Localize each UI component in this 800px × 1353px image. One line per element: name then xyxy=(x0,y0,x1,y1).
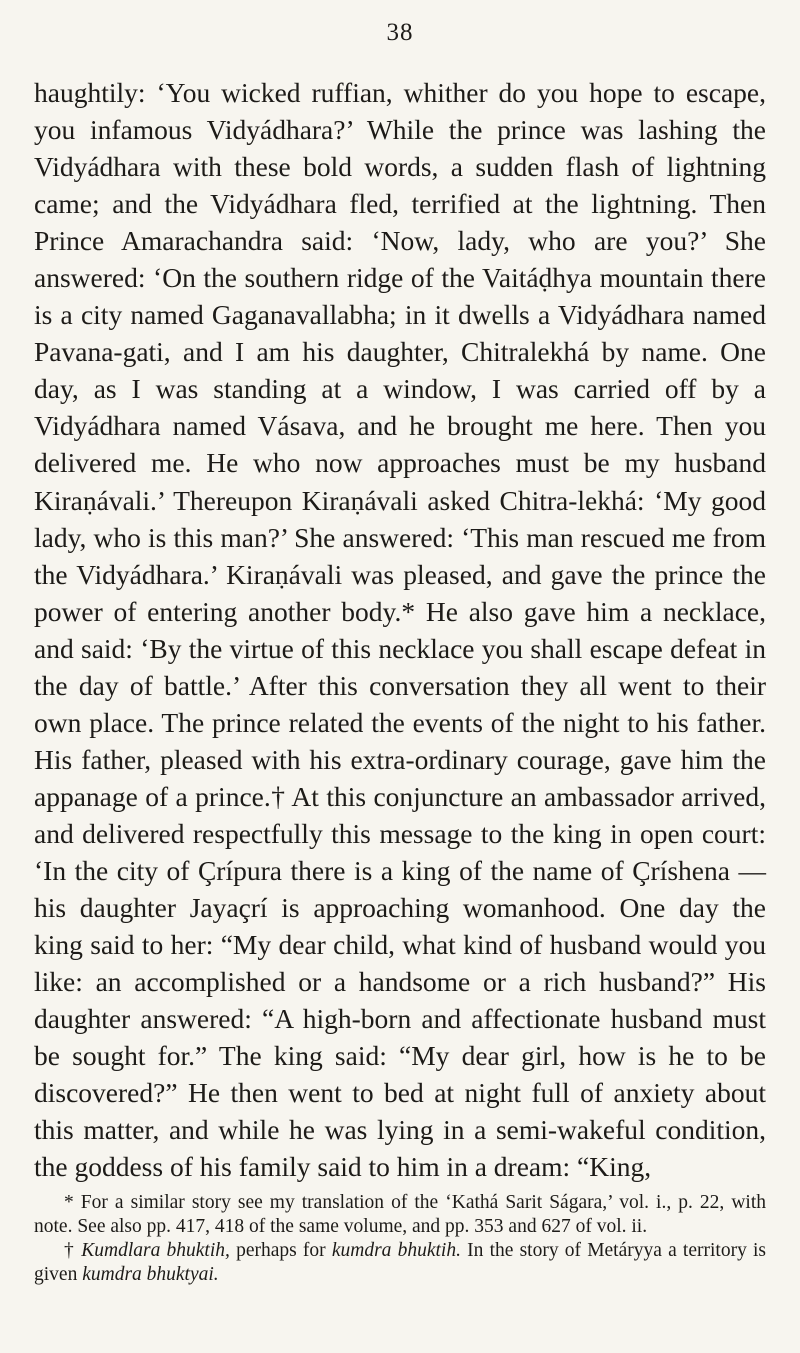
footnote-1-text: For a similar story see my translation of the ‘Kathá Sarit Ságara,’ vol. i., p. 22, with note. See also pp. 417, 418 of the same volume, and pp. 353 and 627 of vol. ii. xyxy=(34,1192,766,1238)
footnotes xyxy=(34,1191,766,1287)
footnote-2-mark: † xyxy=(64,1240,76,1262)
page-number: 38 xyxy=(386,19,414,46)
footnote-2-italic-end: kumdra bhuktyai. xyxy=(82,1264,219,1286)
footnote-2-text-mid: perhaps for xyxy=(229,1240,332,1262)
body-paragraph: haughtily: ‘You wicked ruffian, whither do you hope to escape, you infamous Vidyádhara?’ While the prince was lashing the Vidyádhara with these bold words, a sudden flash of lightning came; and the Vidyádhara fled, terrified at the lightning. Then Prince Amarachandra said: ‘Now, lady, who are you?’ She answered: ‘On the southern ridge of the Vaitáḍhya mountain there is a city named Gaganavallabha; in it dwells a Vidyádhara named Pavana-gati, and I am his daughter, Chitralekhá by name. One day, as I was standing at a window, I was carried off by a Vidyádhara named Vásava, and he brought me here. Then you delivered me. He who now approaches must be my husband Kiraṇávali.’ Thereupon Kiraṇávali asked Chitra-lekhá: ‘My good lady, who is this man?’ She answered: ‘This man rescued me from the Vidyádhara.’ Kiraṇávali was pleased, and gave the prince the power of entering another body.* He also gave him a necklace, and said: ‘By the virtue of this necklace you shall escape defeat in the day of battle.’ After this conversation they all went to their own place. The prince related the events of the night to his father. His father, pleased with his extra-ordinary courage, gave him the appanage of a prince.† At this conjuncture an ambassador arrived, and delivered respectfully this message to the king in open court: ‘In the city of Çrípura there is a king of the name of Çríshena —his daughter Jayaçrí is approaching womanhood. One day the king said to her: “My dear child, what kind of husband would you like: an accomplished or a handsome or a rich husband?” His daughter answered: “A high-born and affectionate husband must be sought for.” The king said: “My dear girl, how is he to be discovered?” He then went to bed at night full of anxiety about this matter, and while he was lying in a semi-wakeful condition, the goddess of his family said to him in a dream: “King, xyxy=(34,77,766,1183)
footnote-1 xyxy=(34,1191,766,1239)
footnote-1-mark: * xyxy=(64,1192,74,1214)
footnote-2-italic-mid: kumdra bhuktih. xyxy=(331,1240,461,1262)
footnote-2 xyxy=(34,1239,766,1287)
footnote-2-italic-lead: Kumdlara bhuktih, xyxy=(81,1240,230,1262)
footnote-2-text-end: In the story of Metáryya a territory is given xyxy=(34,1240,767,1286)
